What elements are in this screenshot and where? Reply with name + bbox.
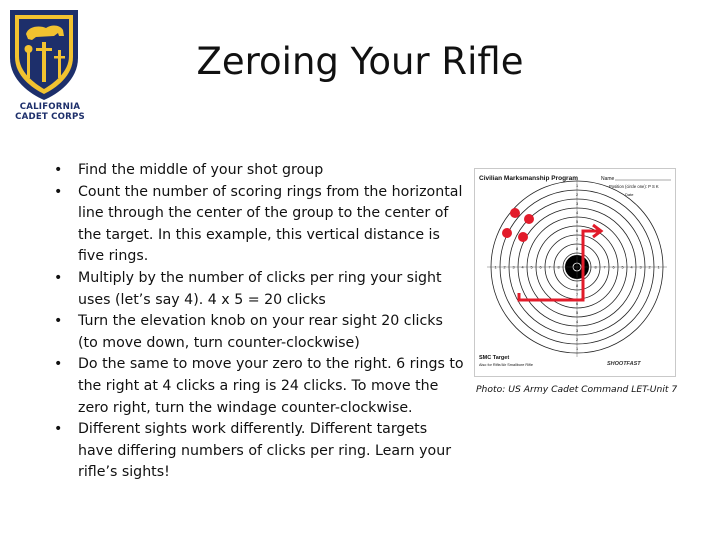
ring-number: 6 [575, 229, 579, 233]
ring-number: 4 [575, 320, 579, 324]
bullet-item [54, 160, 464, 182]
ring-number: 2 [575, 193, 579, 197]
bullet-marker: • [54, 162, 63, 178]
shot-hole [518, 232, 528, 242]
shot-hole [502, 228, 512, 238]
ring-number: 6 [539, 265, 542, 270]
bullet-item [54, 419, 464, 484]
bullet-item [54, 182, 464, 268]
ring-number: 4 [630, 265, 633, 270]
target-header: Civilian Marksmanship Program [479, 175, 578, 182]
target-sheet [475, 169, 675, 376]
ring-number: 8 [557, 265, 560, 270]
ring-number: 3 [575, 202, 579, 206]
ring-number: 1 [657, 265, 660, 270]
bullet-text: Count the number of scoring rings from the horizontal line through the center of the group to the center of the target. In this example, this vertical distance is five rings. [78, 183, 463, 265]
photo-caption: Photo: US Army Cadet Command LET-Unit 7 [476, 384, 678, 395]
ring-number: 7 [575, 238, 579, 242]
ring-number: 5 [621, 265, 624, 270]
ring-number: 3 [575, 329, 579, 333]
bullet-marker: • [54, 269, 63, 286]
shot-hole [510, 208, 520, 218]
bullet-marker: • [54, 421, 63, 438]
ring-number: 6 [575, 302, 579, 306]
ring-number: 5 [575, 220, 579, 224]
ring-number: 6 [612, 265, 615, 270]
ring-number: 7 [603, 265, 606, 270]
ring-number: 5 [530, 265, 533, 270]
ring-number: 7 [575, 293, 579, 297]
target-brand: SHOOTFAST [607, 361, 641, 367]
bullet-list [54, 160, 464, 484]
shot-group [502, 208, 534, 242]
ring-number: 4 [521, 265, 524, 270]
target-position-label: Position (circle one): P S K [609, 184, 659, 189]
ring-number: 1 [575, 184, 579, 188]
ring-number: 3 [512, 265, 515, 270]
ring-number: 1 [575, 347, 579, 351]
logo-line-1: CALIFORNIA [19, 102, 81, 112]
bullet-item [54, 354, 464, 419]
logo-line-2: CADET CORPS [15, 112, 85, 122]
logo-wordmark [6, 102, 94, 122]
target-photo [474, 168, 676, 377]
bullet-marker: • [54, 356, 63, 373]
ring-number: 7 [548, 265, 551, 270]
shot-hole [524, 214, 534, 224]
ring-number: 8 [575, 247, 579, 251]
bullet-item [54, 268, 464, 311]
bullet-text: Do the same to move your zero to the right. 6 rings to the right at 4 clicks a ring is 24 clicks. To move the zero right, turn the windage counter-clockwise. [78, 356, 464, 416]
ring-number: 1 [494, 265, 497, 270]
ring-number: 9 [575, 256, 579, 260]
target-footer-title: SMC Target [479, 355, 510, 361]
bullet-text: Turn the elevation knob on your rear sight 20 clicks (to move down, turn counter-clockwise) [78, 313, 443, 351]
ring-number: 9 [575, 275, 579, 279]
target-footer-subtitle: Also for Rifle/Air Smallbore Rifle [479, 363, 534, 367]
bullet-marker: • [54, 183, 63, 200]
bullet-item [54, 311, 464, 354]
target-date-label: Date [625, 192, 634, 197]
bullet-marker: • [54, 313, 63, 330]
ring-number: 9 [585, 265, 588, 270]
ring-number: 2 [648, 265, 651, 270]
slide-title: Zeroing Your Rifle [196, 40, 524, 83]
ring-number: 4 [575, 211, 579, 215]
ring-number: 2 [503, 265, 506, 270]
ring-number: 9 [566, 265, 569, 270]
ring-number: 2 [575, 338, 579, 342]
bullet-text: Multiply by the number of clicks per ring your sight uses (let’s say 4). 4 x 5 = 20 clicks [78, 269, 442, 308]
ring-number: 5 [575, 311, 579, 315]
bullet-text: Different sights work differently. Different targets have differing numbers of clicks per ring. Learn your rifle’s sights! [78, 421, 452, 481]
target-name-label: Name [601, 176, 615, 182]
ring-number: 3 [639, 265, 642, 270]
ring-number: 8 [594, 265, 597, 270]
bullet-text: Find the middle of your shot group [78, 162, 324, 178]
ring-number: 8 [575, 284, 579, 288]
